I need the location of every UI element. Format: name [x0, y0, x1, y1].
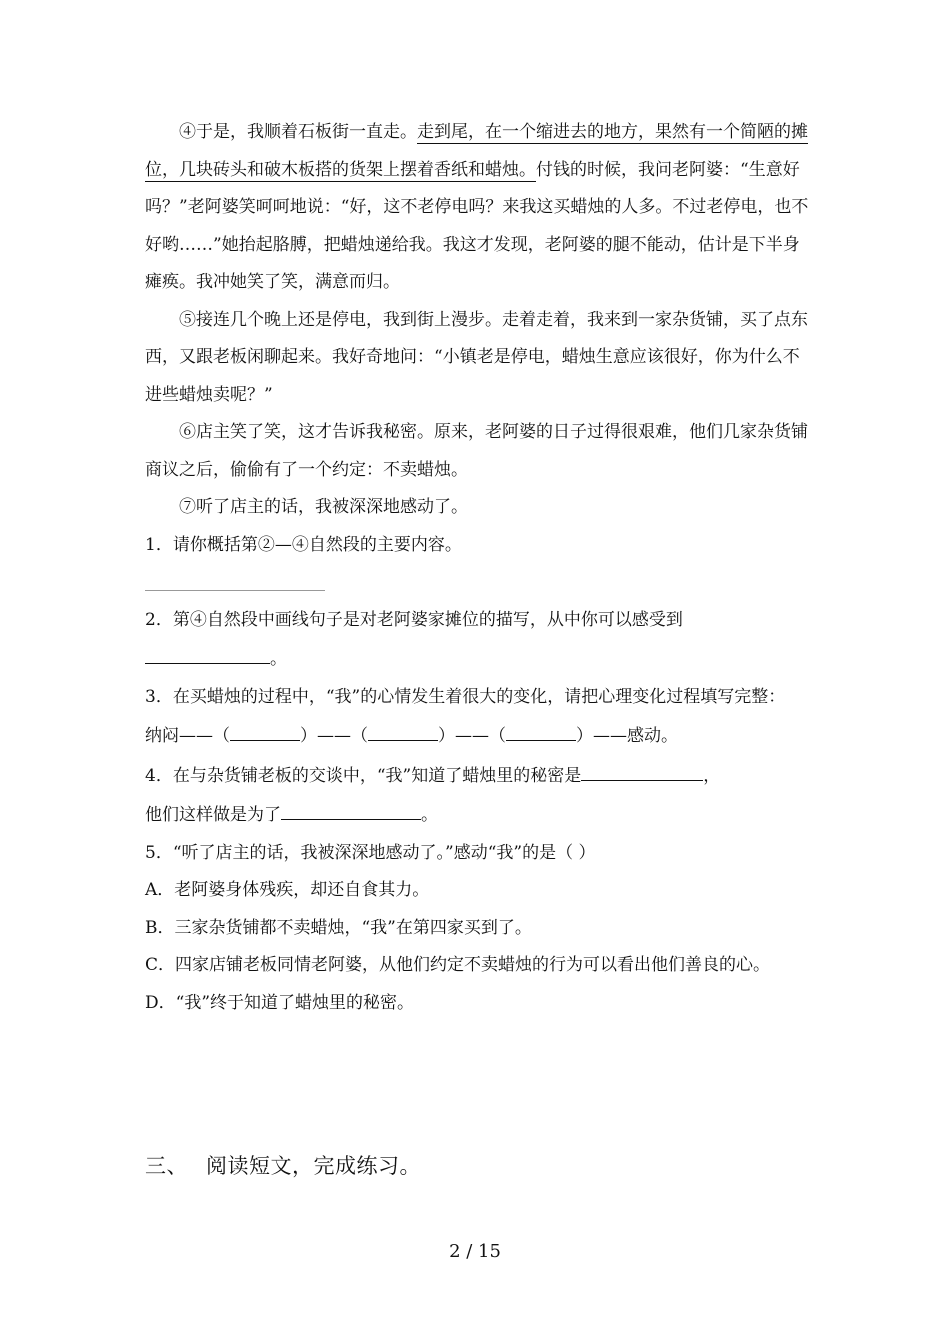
paragraph-7: ⑦听了店主的话，我被深深地感动了。 [179, 497, 468, 517]
paragraph-4-end: 付钱的时候，我问老阿婆：“生意好吗？”老阿婆笑呵呵地说：“好，这不老停电吗？来我这买蜡烛的人多。不过老停电，也不好哟……”她抬起胳膊，把蜡烛递给我。我这才发现，老阿婆的腿不能动，估计是下半身瘫痪。我冲她笑了笑，满意而归。 [145, 159, 809, 292]
chain-end: ）——感动。 [576, 726, 678, 746]
question-4-comma: ， [703, 765, 721, 786]
option-b[interactable]: B．三家杂货铺都不卖蜡烛，“我”在第四家买到了。 [145, 917, 532, 938]
chain-separator: ）——（ [300, 726, 368, 746]
question-2-text: 2．第④自然段中画线句子是对老阿婆家摊位的描写，从中你可以感受到 [145, 609, 683, 630]
paragraph-5: ⑤接连几个晚上还是停电，我到街上漫步。走着走着，我来到一家杂货铺，买了点东西，又跟老板闲聊起来。我好奇地问：“小镇老是停电，蜡烛生意应该很好，你为什么不进些蜡烛卖呢？” [145, 309, 808, 405]
question-3-chain [145, 716, 810, 756]
paragraph-4-start: ④于是，我顺着石板街一直走。 [179, 122, 417, 142]
option-d[interactable]: D．“我”终于知道了蜡烛里的秘密。 [145, 992, 415, 1013]
answer-blank [145, 590, 325, 591]
paragraph-6: ⑥店主笑了笑，这才告诉我秘密。原来，老阿婆的日子过得很艰难，他们几家杂货铺商议之后，偷偷有了一个约定：不卖蜡烛。 [145, 422, 808, 480]
chain-separator: ）——（ [438, 726, 506, 746]
question-2-end: 。 [270, 649, 287, 669]
question-5: 5．“听了店主的话，我被深深地感动了。”感动“我”的是（ ） [145, 842, 596, 863]
paragraph-4 [145, 114, 810, 302]
question-4-text: 4．在与杂货铺老板的交谈中，“我”知道了蜡烛里的秘密是 [145, 765, 582, 786]
reading-content [145, 114, 810, 1022]
section-heading [145, 1150, 421, 1180]
option-c[interactable]: C．四家店铺老板同情老阿婆，从他们约定不卖蜡烛的行为可以看出他们善良的心。 [145, 955, 771, 975]
question-2-blank[interactable] [145, 639, 270, 664]
question-4-end: 。 [421, 805, 438, 825]
question-1-answer-line[interactable] [145, 564, 810, 602]
question-4-blank-2[interactable] [281, 795, 421, 820]
question-4-blank-1[interactable] [581, 756, 703, 781]
question-1: 1．请你概括第②—④自然段的主要内容。 [145, 534, 462, 555]
section-number: 三、 [145, 1154, 188, 1178]
option-a[interactable]: A．老阿婆身体残疾，却还自食其力。 [145, 880, 430, 900]
chain-blank-1[interactable] [230, 716, 300, 741]
underlined-sentence: 走到尾，在一个缩进去的地方，果然有一个简陋的摊位，几块砖头和破木板搭的货架上摆着香纸和蜡烛。 [145, 122, 808, 180]
question-4-text-2: 他们这样做是为了 [145, 805, 281, 825]
chain-blank-2[interactable] [368, 716, 438, 741]
question-3: 3．在买蜡烛的过程中，“我”的心情发生着很大的变化，请把心理变化过程填写完整： [145, 686, 786, 707]
section-title: 阅读短文，完成练习。 [206, 1154, 421, 1178]
chain-blank-3[interactable] [506, 716, 576, 741]
page-number: 2 / 15 [449, 1241, 501, 1262]
chain-start: 纳闷——（ [145, 726, 230, 746]
question-4 [145, 756, 810, 835]
question-2 [145, 602, 810, 679]
